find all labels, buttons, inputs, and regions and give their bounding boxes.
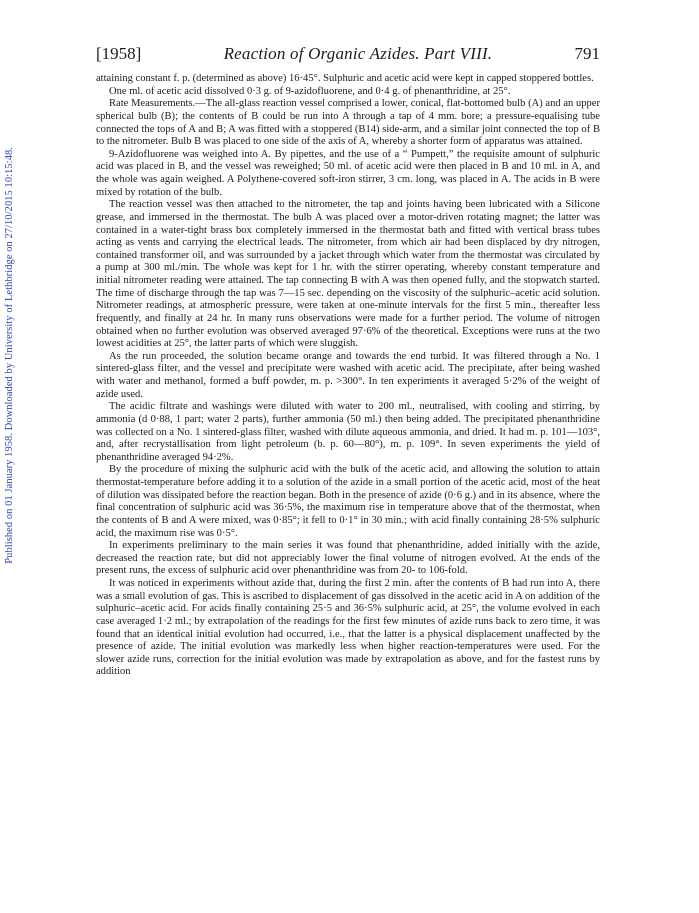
- paragraph: The acidic filtrate and washings were diluted with water to 200 ml., neutralised, with cooling and stirring, by ammonia (d 0·88, 1 part; water 2 parts), further ammonia (50 ml.) then being added. The precipitated phenanthridine was collected on a No. 1 sintered-glass filter, washed with dilute aqueous ammonia, and dried. It had m. p. 101—103°, and, after recrystallisation from light petroleum (b. p. 60—80°), m. p. 109°. In seven experiments the yield of phenanthridine averaged 94·2%.: [96, 401, 600, 463]
- paragraph: 9-Azidofluorene was weighed into A. By pipettes, and the use of a “ Pumpett,” the requisite amount of sulphuric acid was placed in B, and the vessel was reweighed; 50 ml. of acetic acid were then placed in B and 10 ml. in A, and the whole was again weighed. A Polythene-covered soft-iron stirrer, 3 cm. long, was placed in A. The acids in B were mixed by rotation of the bulb.: [96, 148, 600, 198]
- paragraph: In experiments preliminary to the main series it was found that phenanthridine, added initially with the azide, decreased the reaction rate, but did not appreciably lower the final volume of nitrogen evolved. At the ends of the present runs, the excess of sulphuric acid over phenanthridine was from 20- to 106-fold.: [96, 540, 600, 577]
- paragraph: As the run proceeded, the solution became orange and towards the end turbid. It was filtered through a No. 1 sintered-glass filter, and the vessel and precipitate were washed with acetic acid. The precipitate, after being washed with water and methanol, formed a buff powder, m. p. >300°. In ten experiments it averaged 5·2% of the weight of azide used.: [96, 350, 600, 400]
- download-watermark-text: Published on 01 January 1958. Downloaded by University of Lethbridge on 27/10/2015 10:15:48.: [3, 146, 15, 564]
- download-watermark: [2, 135, 16, 575]
- paragraph: By the procedure of mixing the sulphuric acid with the bulk of the acetic acid, and allowing the solution to attain thermostat-temperature before adding it to a solution of the azide in a small portion of the acetic acid, most of the heat of dilution was dissipated before the reaction began. Both in the presence of azide (0·6 g.) and in its absence, where the final concentration of sulphuric acid was 36·5%, the maximum rise in temperature above that of the thermostat, when the contents of B and A were mixed, was 0·85°; it fell to 0·1° in 30 min.; with acid finally containing 28·5% sulphuric acid, the maximum rise was 0·5°.: [96, 464, 600, 539]
- page-number: 791: [574, 44, 600, 63]
- running-header: [96, 44, 600, 66]
- paragraph: attaining constant f. p. (determined as above) 16·45°. Sulphuric and acetic acid were kept in capped stoppered bottles.: [96, 73, 594, 84]
- journal-year: [1958]: [96, 44, 142, 63]
- running-title: Reaction of Organic Azides. Part VIII.: [223, 44, 493, 63]
- body-text: [96, 73, 600, 679]
- paragraph: The reaction vessel was then attached to the nitrometer, the tap and joints having been lubricated with a Silicone grease, and immersed in the thermostat. The bulb A was placed over a motor-driven rotating magnet; the latter was contained in a water-tight brass box completely immersed in the thermostat bath and fitted with vertical brass tubes acting as vents and carrying the electrical leads. The nitrometer, from which air had been displaced by dry nitrogen, contained transformer oil, and was surrounded by a jacket through which water from the thermostat was circulated by a pump at 300 ml./min. The whole was kept for 1 hr. with the stirrer operating, whereby constant temperature and initial nitrometer reading were attained. The tap connecting B with A was then opened fully, and the stopwatch started. The time of discharge through the tap was 7—15 sec. depending on the viscosity of the sulphuric–acetic acid solution. Nitrometer readings, at atmospheric pressure, were taken at one-minute intervals for the first 5 min., thereafter less frequently, and finally at 24 hr. In many runs observations were made for a further period. The volume of nitrogen obtained when no further evolution was observed averaged 97·6% of the theoretical. Exceptions were runs at the two lowest acidities at 25°, the latter parts of which were sluggish.: [96, 199, 600, 350]
- paragraph: Rate Measurements.—The all-glass reaction vessel comprised a lower, conical, flat-bottomed bulb (A) and an upper spherical bulb (B); the contents of B could be run into A through a tap of 4 mm. bore; a pressure-equalising tube connected the tops of A and B; A was fitted with a stoppered (B14) side-arm, and a similar joint connected the top of B to the nitrometer. Bulb B was placed to one side of the axis of A, whereby a shorter form of apparatus was attained.: [96, 98, 600, 148]
- paragraph: It was noticed in experiments without azide that, during the first 2 min. after the contents of B had run into A, there was a small evolution of gas. This is ascribed to displacement of gas dissolved in the acetic acid in A on addition of the sulphuric–acetic acid. For acids finally containing 25·5 and 36·5% sulphuric acid, at 25°, the volume evolved in each case averaged 1·2 ml.; by extrapolation of the readings for the first few minutes of azide runs back to zero time, it was found that an identical initial evolution had occurred, i.e., that the latter is a physical displacement unaffected by the presence of azide. The initial evolution was markedly less when higher reaction-temperatures were used. For the slower azide runs, correction for the initial evolution was made by extrapolation as above, and for the fastest runs by addition: [96, 578, 600, 678]
- paragraph: One ml. of acetic acid dissolved 0·3 g. of 9-azidofluorene, and 0·4 g. of phenanthridine, at 25°.: [109, 85, 511, 97]
